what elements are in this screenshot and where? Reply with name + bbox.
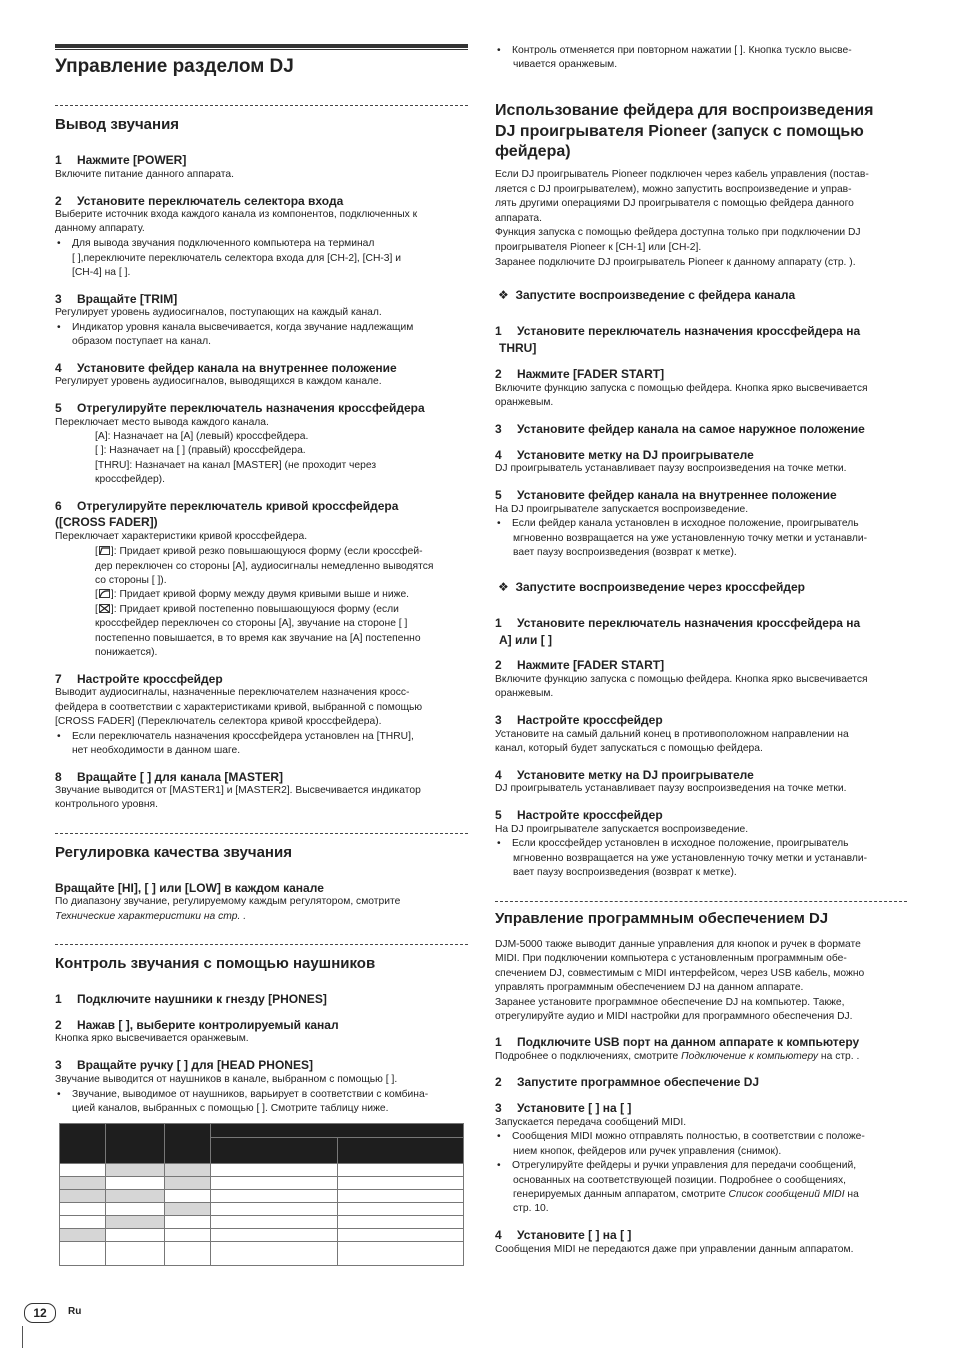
step-text: Установите на самый дальний конец в противоположном направлении на — [495, 729, 849, 740]
page-number: 12 — [24, 1303, 56, 1323]
table-header-cell — [211, 1124, 464, 1138]
option-text: со стороны [ ]). — [95, 575, 167, 586]
body-text: лять другими операциями DJ проигрывателя с помощью фейдера данного — [495, 198, 854, 209]
table-header-cell — [60, 1124, 106, 1164]
section-title-quality: Регулировка качества звучания — [55, 844, 292, 861]
bullet-text: чивается оранжевым. — [513, 59, 618, 70]
curve-gradual-icon — [99, 604, 110, 613]
section-divider — [55, 944, 468, 945]
step-text: Регулирует уровень аудиосигналов, поступающих на каждый канал. — [55, 307, 382, 318]
option-text: [A]: Назначает на [A] (левый) кроссфейдера. — [95, 431, 309, 442]
section-divider — [55, 833, 468, 834]
step-text: Включите питание данного аппарата. — [55, 169, 234, 180]
bullet-text: генерируемых данным аппаратом, смотрите Список сообщений MIDI на — [513, 1189, 859, 1200]
step-heading: 3 Настройте кроссфейдер — [495, 713, 663, 727]
body-text: отрегулируйте аудио и MIDI настройки для программного обеспечения DJ. — [495, 1011, 853, 1022]
step-heading: 4 Установите метку на DJ проигрывателе — [495, 448, 754, 462]
bullet-text: мгновенно возвращается на уже установленную точку метки и устанавли- — [513, 533, 868, 544]
step-heading: 3 Установите фейдер канала на самое наружное положение — [495, 422, 865, 436]
option-text: постепенно повышается, в то время как звучание на [A] постепенно — [95, 633, 421, 644]
title-rule — [55, 44, 468, 50]
step-text: На DJ проигрывателе запускается воспроизведение. — [495, 824, 749, 835]
bullet-text: • Для вывода звучания подключенного компьютера на терминал — [55, 237, 374, 252]
step-heading: 1 Установите переключатель назначения кроссфейдера на — [495, 616, 861, 630]
option-text: понижается). — [95, 647, 158, 658]
option-text: [ ]: Назначает на [ ] (правый) кроссфейдера. — [95, 445, 306, 456]
step-text: Запускается передача сообщений MIDI. — [495, 1117, 687, 1128]
step-heading: 3 Вращайте ручку [ ] для [HEAD PHONES] — [55, 1058, 313, 1072]
body-text: Если DJ проигрыватель Pioneer подключен через кабель управления (постав- — [495, 169, 869, 180]
body-text: Заранее подключите DJ проигрыватель Pioneer к данному аппарату (стр. ). — [495, 257, 856, 268]
step-heading: THRU] — [499, 341, 537, 355]
table-row — [60, 1164, 464, 1177]
section-title-output: Вывод звучания — [55, 116, 180, 133]
option-text: [THRU]: Назначает на канал [MASTER] (не проходит через — [95, 460, 377, 471]
step-heading: 3 Установите [ ] на [ ] — [495, 1101, 632, 1115]
option-text: [ ]: Придает кривой форму между двумя кривыми выше и ниже. — [95, 589, 410, 600]
section-title-software: Управление программным обеспечением DJ — [495, 910, 829, 927]
body-text: ляется с DJ проигрывателем), можно запустить воспроизведение и управ- — [495, 184, 852, 195]
section-title-fader: DJ проигрывателя Pioneer (запуск с помощью — [495, 123, 864, 140]
diamond-bullet-icon: ❖ — [498, 288, 509, 302]
bullet-text: • Если переключатель назначения кроссфейдера установлен на [THRU], — [55, 730, 414, 745]
bullet-text: • Отрегулируйте фейдеры и ручки управления для передачи сообщений, — [495, 1159, 856, 1174]
step-heading: 5 Установите фейдер канала на внутреннее положение — [495, 488, 837, 502]
language-code: Ru — [68, 1306, 82, 1317]
bullet-text: • Если кроссфейдер установлен в исходное положение, проигрыватель — [495, 837, 848, 852]
option-text: кроссфейдер переключен со стороны [A], звучание на стороне [ ] — [95, 618, 408, 629]
step-heading: 2 Установите переключатель селектора входа — [55, 194, 344, 208]
bullet-text: основанных на соответствующей позиции. Подробнее о сообщениях, — [513, 1175, 846, 1186]
step-text: DJ проигрыватель устанавливает паузу воспроизведения на точке метки. — [495, 783, 847, 794]
section-title-fader: фейдера) — [495, 143, 571, 160]
section-title-phones: Контроль звучания с помощью наушников — [55, 955, 376, 972]
step-heading: Вращайте [HI], [ ] или [LOW] в каждом канале — [55, 881, 324, 895]
step-text: Включите функцию запуска с помощью фейдера. Кнопка ярко высвечивается — [495, 674, 868, 685]
subsection-heading: ❖ Запустите воспроизведение с фейдера канала — [498, 288, 796, 302]
bullet-text: • Контроль отменяется при повторном нажатии [ ]. Кнопка тускло высве- — [495, 44, 852, 59]
curve-medium-icon — [99, 589, 110, 598]
step-text: На DJ проигрывателе запускается воспроизведение. — [495, 504, 749, 515]
bullet-text: • Если фейдер канала установлен в исходное положение, проигрыватель — [495, 517, 859, 532]
step-heading: 1 Подключите USB порт на данном аппарате к компьютеру — [495, 1035, 860, 1049]
table-row — [60, 1242, 464, 1266]
section-divider — [55, 105, 468, 106]
step-heading: 6 Отрегулируйте переключатель кривой кроссфейдера — [55, 499, 399, 513]
body-text: Заранее установите программное обеспечение DJ на компьютер. Также, — [495, 997, 845, 1008]
bullet-text: [ ],переключите переключатель селектора входа для [CH-2], [CH-3] и — [72, 253, 402, 264]
curve-sharp-icon — [99, 546, 110, 555]
body-text: аппарата. — [495, 213, 543, 224]
step-text: оранжевым. — [495, 688, 554, 699]
step-text: Звучание выводится от [MASTER1] и [MASTER2]. Высвечивается индикатор — [55, 785, 421, 796]
diamond-bullet-icon: ❖ — [498, 580, 509, 594]
step-heading: 2 Нажмите [FADER START] — [495, 367, 665, 381]
step-heading: 2 Нажмите [FADER START] — [495, 658, 665, 672]
step-text: Сообщения MIDI не передаются даже при управлении данным аппаратом. — [495, 1244, 854, 1255]
step-text: Кнопка ярко высвечивается оранжевым. — [55, 1033, 249, 1044]
step-heading: 2 Запустите программное обеспечение DJ — [495, 1075, 760, 1089]
bullet-text: вает паузу воспроизведения (возврат к метке). — [513, 867, 737, 878]
table-row — [60, 1203, 464, 1216]
step-heading: 1 Нажмите [POWER] — [55, 153, 187, 167]
step-heading: 2 Нажав [ ], выберите контролируемый канал — [55, 1018, 339, 1032]
body-text: Функция запуска с помощью фейдера доступна только при подключении DJ — [495, 227, 861, 238]
bullet-text: стр. 10. — [513, 1203, 549, 1214]
table-row — [60, 1229, 464, 1242]
table-header-cell — [211, 1138, 338, 1164]
table-row — [60, 1177, 464, 1190]
bullet-text: • Индикатор уровня канала высвечивается, когда звучание надлежащим — [55, 321, 413, 336]
step-text: Переключает место вывода каждого канала. — [55, 417, 269, 428]
bullet-text: • Сообщения MIDI можно отправлять полностью, в соответствии с положе- — [495, 1130, 865, 1145]
section-divider — [495, 901, 907, 902]
bullet-text: мгновенно возвращается на уже установленную точку метки и устанавли- — [513, 853, 868, 864]
body-text: спечением DJ, совместимым с MIDI интерфейсом, через USB кабель, можно — [495, 968, 865, 979]
page-title: Управление разделом DJ — [55, 56, 294, 77]
section-title-fader: Использование фейдера для воспроизведения — [495, 102, 874, 119]
step-heading: 4 Установите метку на DJ проигрывателе — [495, 768, 754, 782]
table-header-cell — [338, 1138, 464, 1164]
step-text: Переключает характеристики кривой кроссфейдера. — [55, 531, 308, 542]
step-heading: 5 Отрегулируйте переключатель назначения кроссфейдера — [55, 401, 425, 415]
step-text: оранжевым. — [495, 397, 554, 408]
step-heading: ([CROSS FADER]) — [55, 515, 158, 529]
step-heading: 1 Установите переключатель назначения кроссфейдера на — [495, 324, 861, 338]
step-heading: 4 Установите фейдер канала на внутреннее положение — [55, 361, 397, 375]
step-text: Регулирует уровень аудиосигналов, выводящихся в каждом канале. — [55, 376, 382, 387]
option-text: [ ]: Придает кривой резко повышающуюся форму (если кроссфей- — [95, 546, 423, 557]
step-text: канал, который будет запускаться с помощью фейдера. — [495, 743, 763, 754]
bullet-text: • Звучание, выводимое от наушников, варьирует в соответствии с комбина- — [55, 1088, 428, 1103]
option-text: [ ]: Придает кривой постепенно повышающуюся форму (если — [95, 604, 399, 615]
step-text: Звучание выводится от наушников в канале, выбранном с помощью [ ]. — [55, 1074, 398, 1085]
option-text: дер переключен со стороны [A], аудиосигналы немедленно выводятся — [95, 561, 434, 572]
body-text: MIDI. При подключении компьютера с установленным программным обе- — [495, 953, 847, 964]
step-heading: 5 Настройте кроссфейдер — [495, 808, 663, 822]
body-text: проигрывателя Pioneer к [CH-1] или [CH-2]. — [495, 242, 702, 253]
headphone-combination-table — [59, 1123, 464, 1266]
table-header-cell — [165, 1124, 211, 1164]
step-heading: 7 Настройте кроссфейдер — [55, 672, 223, 686]
step-text: Выводит аудиосигналы, назначенные переключателем назначения кросс- — [55, 687, 410, 698]
bullet-text: нием кнопок, фейдеров или ручек управления (снимок). — [513, 1146, 782, 1157]
bullet-text: образом поступает на канал. — [72, 336, 211, 347]
step-text: Технические характеристики на стр. . — [55, 911, 247, 922]
step-heading: 8 Вращайте [ ] для канала [MASTER] — [55, 770, 284, 784]
bullet-text: цией каналов, выбранных с помощью [ ]. Смотрите таблицу ниже. — [72, 1103, 389, 1114]
bullet-text: нет необходимости в данном шаге. — [72, 745, 241, 756]
step-text: Выберите источник входа каждого канала из компонентов, подключенных к — [55, 209, 418, 220]
body-text: DJM-5000 также выводит данные управления для кнопок и ручек в формате — [495, 939, 861, 950]
step-text: данному аппарату. — [55, 223, 145, 234]
body-text: управлять программным обеспечением DJ на данном аппарате. — [495, 982, 804, 993]
step-text: фейдера в соответствии с характеристиками кривой, выбранной с помощью — [55, 702, 423, 713]
table-row — [60, 1216, 464, 1229]
step-text: По диапазону звучание, регулируемому каждым регулятором, смотрите — [55, 896, 401, 907]
step-text: контрольного уровня. — [55, 799, 158, 810]
step-text: Включите функцию запуска с помощью фейдера. Кнопка ярко высвечивается — [495, 383, 868, 394]
subsection-heading: ❖ Запустите воспроизведение через кроссфейдер — [498, 580, 806, 594]
step-heading: 1 Подключите наушники к гнезду [PHONES] — [55, 992, 327, 1006]
step-text: DJ проигрыватель устанавливает паузу воспроизведения на точке метки. — [495, 463, 847, 474]
step-heading: A] или [ ] — [499, 633, 553, 647]
step-text: [CROSS FADER] (Переключатель селектора кривой кроссфейдера). — [55, 716, 382, 727]
crop-mark — [22, 1326, 23, 1348]
step-heading: 3 Вращайте [TRIM] — [55, 292, 178, 306]
step-text: Подробнее о подключениях, смотрите Подключение к компьютеру на стр. . — [495, 1051, 860, 1062]
table-header-cell — [106, 1124, 165, 1164]
table-row — [60, 1190, 464, 1203]
option-text: кроссфейдер). — [95, 474, 165, 485]
bullet-text: [CH-4] на [ ]. — [72, 267, 131, 278]
bullet-text: вает паузу воспроизведения (возврат к метке). — [513, 547, 737, 558]
step-heading: 4 Установите [ ] на [ ] — [495, 1228, 632, 1242]
